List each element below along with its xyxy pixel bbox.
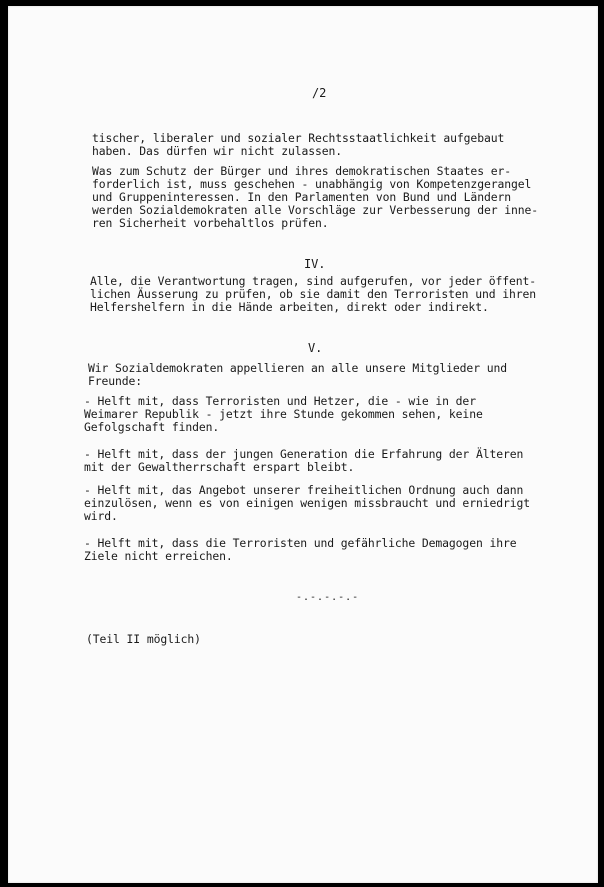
text-line: - Helft mit, das Angebot unserer freiheitlichen Ordnung auch dann (84, 483, 524, 497)
document-page (8, 6, 598, 883)
text-line: tischer, liberaler und sozialer Rechtsstaatlichkeit aufgebaut (92, 131, 505, 145)
text-line: einzulösen, wenn es von einigen wenigen missbraucht und erniedrigt (84, 496, 531, 510)
section-heading-iv: IV. (304, 257, 326, 271)
end-marker: -.-.-.-.- (296, 592, 360, 603)
text-line: - Helft mit, dass der jungen Generation die Erfahrung der Älteren (84, 447, 524, 461)
text-line: Was zum Schutz der Bürger und ihres demokratischen Staates er- (92, 164, 511, 178)
text-line: Alle, die Verantwortung tragen, sind aufgerufen, vor jeder öffent- (90, 274, 537, 288)
text-line: mit der Gewaltherrschaft erspart bleibt. (84, 460, 355, 474)
text-line: Gefolgschaft finden. (84, 420, 220, 434)
page-number: /2 (312, 86, 327, 100)
text-line: Weimarer Republik - jetzt ihre Stunde gekommen sehen, keine (84, 407, 483, 421)
text-line: - Helft mit, dass Terroristen und Hetzer, die - wie in der (84, 394, 476, 408)
text-line: - Helft mit, dass die Terroristen und gefährliche Demagogen ihre (84, 536, 517, 550)
text-line: und Gruppeninteressen. In den Parlamenten von Bund und Ländern (92, 190, 511, 204)
text-line: werden Sozialdemokraten alle Vorschläge zur Verbesserung der inne- (92, 203, 539, 217)
footnote: (Teil II möglich) (86, 632, 201, 646)
text-line: Helfershelfern in die Hände arbeiten, direkt oder indirekt. (90, 300, 489, 314)
text-line: Freunde: (88, 374, 143, 388)
text-line: Wir Sozialdemokraten appellieren an alle unsere Mitglieder und (88, 361, 507, 375)
text-line: wird. (84, 509, 118, 523)
text-line: Ziele nicht erreichen. (84, 549, 233, 563)
text-line: ren Sicherheit vorbehaltlos prüfen. (92, 216, 329, 230)
section-heading-v: V. (308, 341, 323, 355)
text-line: lichen Äusserung zu prüfen, ob sie damit den Terroristen und ihren (90, 287, 537, 301)
text-line: forderlich ist, muss geschehen - unabhängig von Kompetenzgerangel (92, 177, 532, 191)
text-line: haben. Das dürfen wir nicht zulassen. (92, 144, 343, 158)
